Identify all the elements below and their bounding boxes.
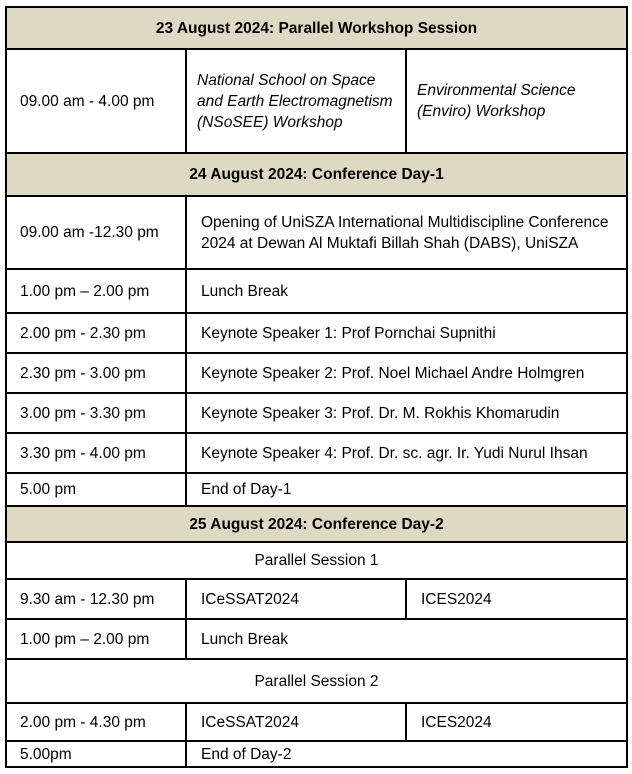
event-cell: Keynote Speaker 3: Prof. Dr. M. Rokhis Khomarudin — [186, 393, 627, 433]
track-cell-ices: ICES2024 — [406, 703, 627, 741]
workshop-cell-enviro: Environmental Science (Enviro) Workshop — [406, 49, 627, 153]
time-cell: 2.00 pm - 4.30 pm — [6, 703, 186, 741]
keynote-4-row — [6, 433, 627, 473]
section-header-label: 25 August 2024: Conference Day-2 — [6, 506, 627, 542]
lunch-break-row-day2 — [6, 619, 627, 659]
time-cell: 9.30 am - 12.30 pm — [6, 579, 186, 619]
time-cell: 5.00pm — [6, 741, 186, 767]
session-label: Parallel Session 1 — [6, 542, 627, 579]
time-cell: 1.00 pm – 2.00 pm — [6, 269, 186, 313]
time-cell: 09.00 am -12.30 pm — [6, 196, 186, 269]
section-header-label: 24 August 2024: Conference Day-1 — [6, 153, 627, 196]
workshop-cell-nsosee: National School on Space and Earth Electromagnetism (NSoSEE) Workshop — [186, 49, 406, 153]
time-cell: 09.00 am - 4.00 pm — [6, 49, 186, 153]
event-cell: Lunch Break — [186, 269, 627, 313]
section-header-row-25-aug — [6, 506, 627, 542]
time-cell: 5.00 pm — [6, 473, 186, 506]
parallel-session-1-row — [6, 542, 627, 579]
session-1-tracks-row — [6, 579, 627, 619]
end-of-day1-row — [6, 473, 627, 506]
section-header-label: 23 August 2024: Parallel Workshop Session — [6, 7, 627, 49]
section-header-row-24-aug — [6, 153, 627, 196]
track-cell-icessat: ICeSSAT2024 — [186, 703, 406, 741]
session-2-tracks-row — [6, 703, 627, 741]
event-cell: Keynote Speaker 1: Prof Pornchai Supnithi — [186, 313, 627, 353]
lunch-break-row-day1 — [6, 269, 627, 313]
opening-ceremony-row — [6, 196, 627, 269]
event-cell: End of Day-1 — [186, 473, 627, 506]
session-label: Parallel Session 2 — [6, 659, 627, 703]
time-cell: 3.00 pm - 3.30 pm — [6, 393, 186, 433]
time-cell: 3.30 pm - 4.00 pm — [6, 433, 186, 473]
workshop-row — [6, 49, 627, 153]
section-header-row-23-aug — [6, 7, 627, 49]
event-cell: Lunch Break — [186, 619, 627, 659]
parallel-session-2-row — [6, 659, 627, 703]
time-cell: 2.00 pm - 2.30 pm — [6, 313, 186, 353]
conference-schedule-table — [5, 6, 628, 768]
end-of-day2-row — [6, 741, 627, 767]
time-cell: 1.00 pm – 2.00 pm — [6, 619, 186, 659]
track-cell-icessat: ICeSSAT2024 — [186, 579, 406, 619]
event-cell: Keynote Speaker 2: Prof. Noel Michael Andre Holmgren — [186, 353, 627, 393]
keynote-1-row — [6, 313, 627, 353]
time-cell: 2.30 pm - 3.00 pm — [6, 353, 186, 393]
track-cell-ices: ICES2024 — [406, 579, 627, 619]
keynote-3-row — [6, 393, 627, 433]
event-cell: End of Day-2 — [186, 741, 627, 767]
keynote-2-row — [6, 353, 627, 393]
event-cell: Keynote Speaker 4: Prof. Dr. sc. agr. Ir. Yudi Nurul Ihsan — [186, 433, 627, 473]
event-cell: Opening of UniSZA International Multidiscipline Conference 2024 at Dewan Al Muktafi Billah Shah (DABS), UniSZA — [186, 196, 627, 269]
